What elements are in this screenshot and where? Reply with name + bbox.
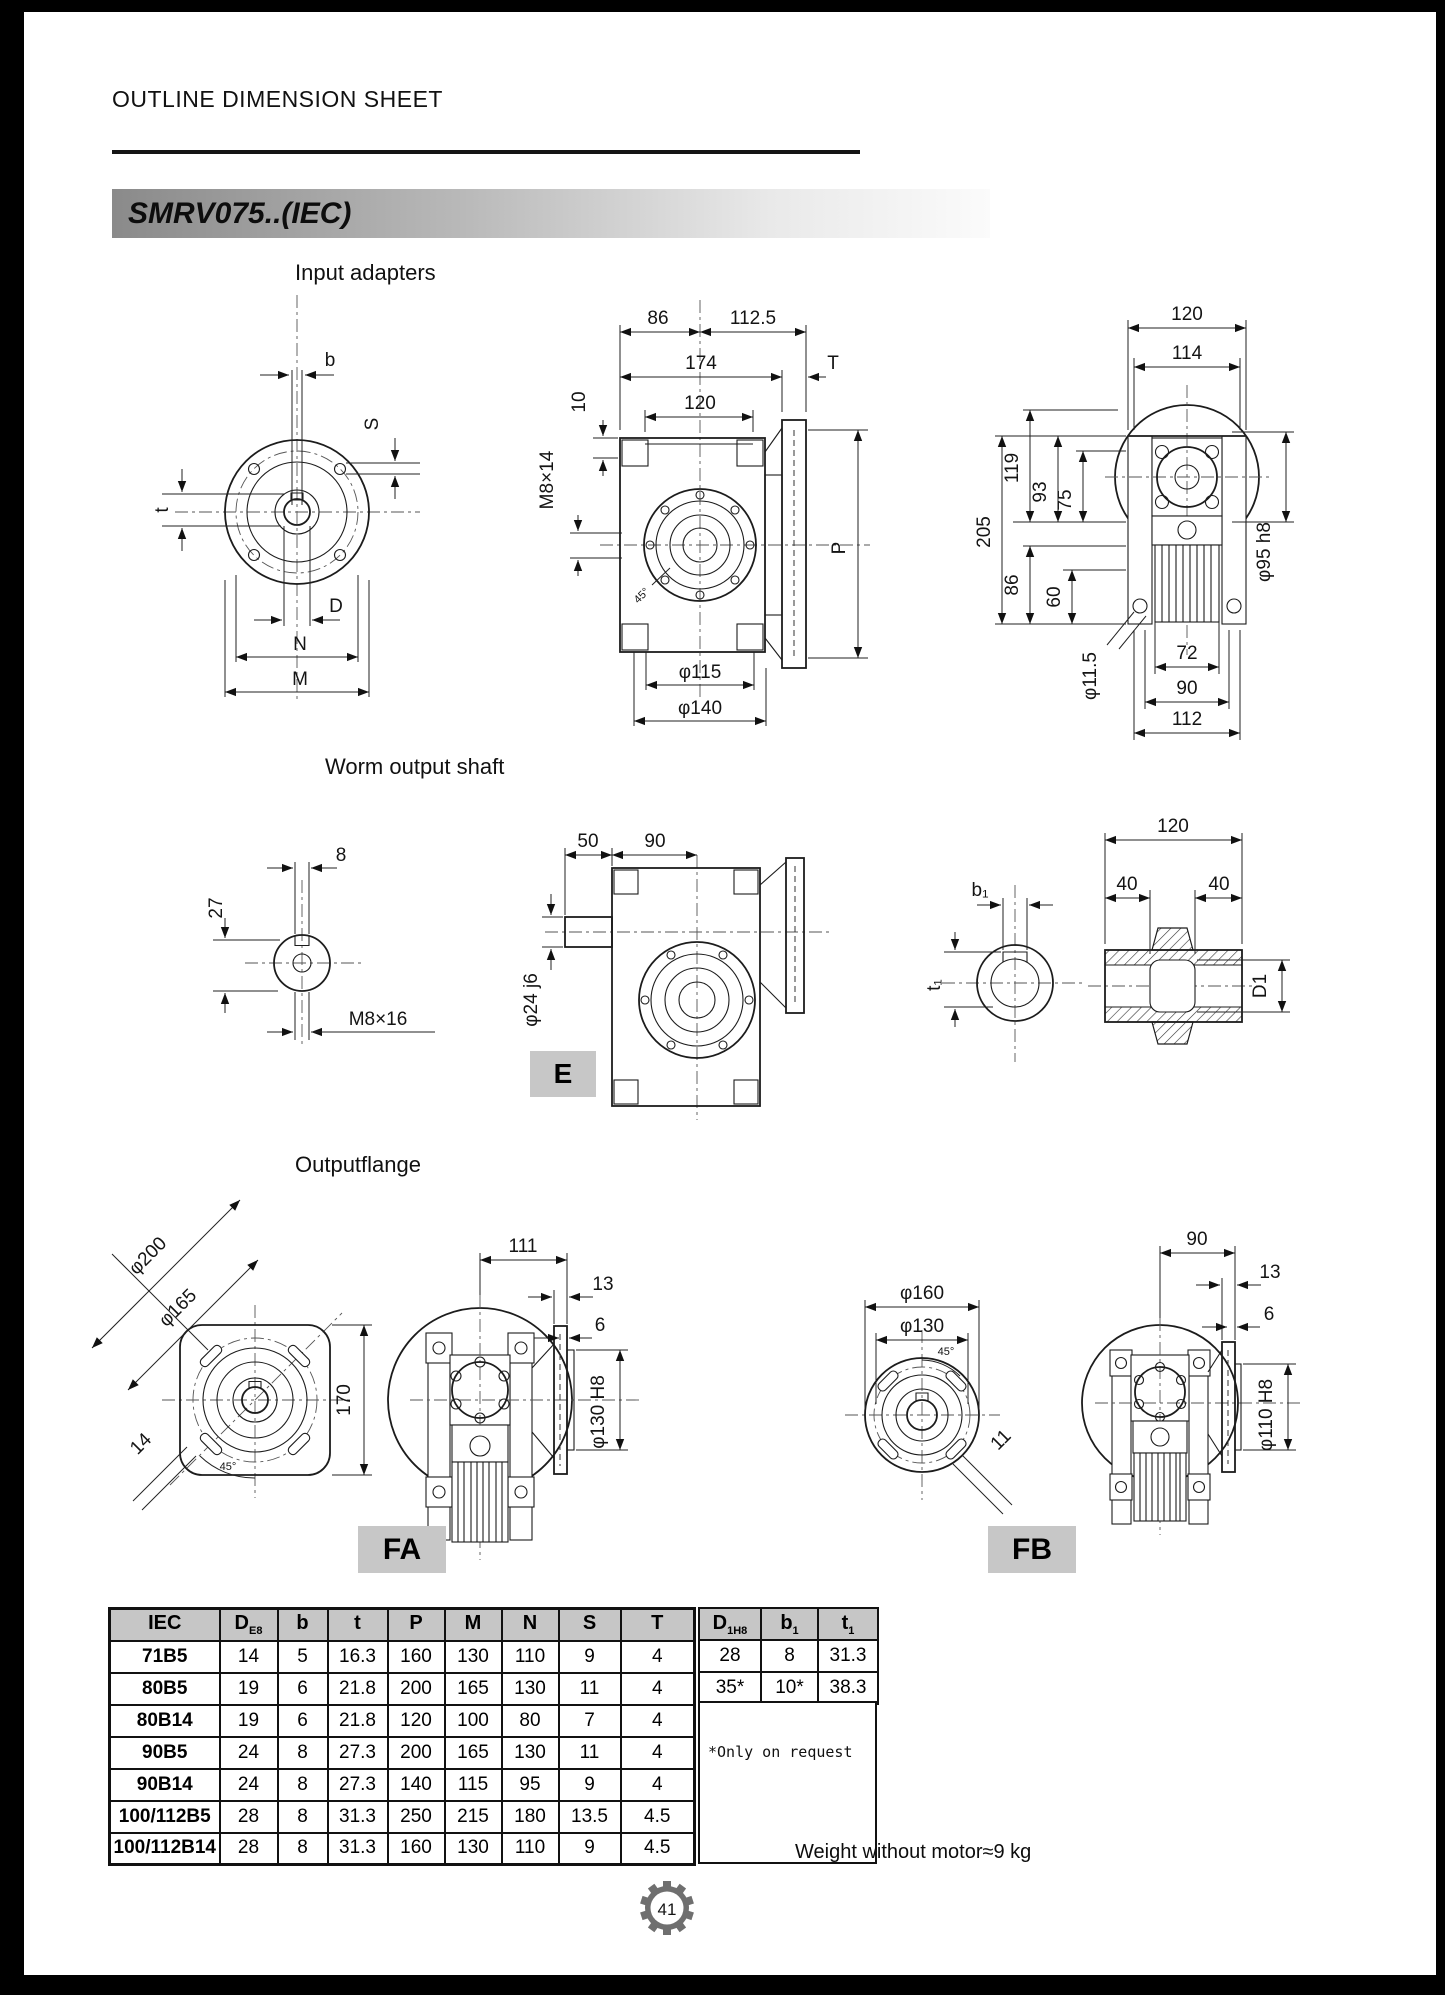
dim-label: 10 [569,391,590,413]
table-cell: 31.3 [328,1833,388,1865]
table-cell: 28 [220,1801,278,1833]
table-cell: 24 [220,1769,278,1801]
col-header-d: $D_{E8}$ [220,1609,278,1641]
dim-label: D1 [1250,973,1271,999]
table-cell: 10* [761,1672,818,1704]
table-row [110,1833,695,1865]
dim-label: 90 [1186,1229,1208,1250]
dim-label: 60 [1044,586,1065,608]
dim-label: 170 [334,1384,355,1416]
table-cell: 180 [502,1801,559,1833]
dim-label: 90 [1176,678,1198,699]
table-cell: 7 [559,1705,621,1737]
dim-label: 205 [974,516,995,548]
table-cell: 11 [559,1673,621,1705]
drawing-worm-shaft-end [206,845,435,1048]
dim-label: 119 [1002,452,1023,484]
table-cell: 215 [445,1801,502,1833]
angle-label: 45° [631,585,653,607]
table-cell: 31.3 [328,1801,388,1833]
dim-label: 120 [684,393,716,414]
angle-label: 45° [937,1346,955,1358]
drawing-fa-flange-front [92,1200,372,1510]
table-row [699,1640,878,1672]
table-cell: 27.3 [328,1769,388,1801]
dim-label: 40 [1116,874,1138,895]
table-cell: 9 [559,1833,621,1865]
table-note: *Only on request [708,1743,853,1761]
dim-label: 112 [1171,709,1203,730]
drawing-fb-side [1082,1229,1300,1535]
dim-label: T [827,353,839,374]
table-cell: 200 [388,1737,445,1769]
dim-label: D [329,596,343,617]
table-cell: 100 [445,1705,502,1737]
drawing-input-side-section [537,300,870,726]
table-cell: 115 [445,1769,502,1801]
col-header-t: t [328,1609,388,1641]
table-cell: 140 [388,1769,445,1801]
table-cell: 8 [278,1833,328,1865]
dim-label: P [829,541,850,555]
table-cell: 165 [445,1673,502,1705]
table-cell: 130 [445,1641,502,1673]
table-cell: 11 [559,1737,621,1769]
badge-fb: FB [988,1526,1076,1573]
table-cell: 24 [220,1737,278,1769]
col-header-t1: $t_1$ [818,1608,878,1640]
table-cell: 4 [621,1769,695,1801]
table-cell: 90B14 [110,1769,220,1801]
dim-label: φ95 h8 [1254,522,1275,582]
table-row [699,1672,878,1704]
dim-label: N [293,634,307,655]
dim-label: 72 [1176,643,1198,664]
dim-label: 75 [1055,489,1076,511]
dim-label: M8×14 [537,450,558,510]
table-cell: 19 [220,1673,278,1705]
dim-label: 93 [1030,481,1051,503]
table-cell: 4 [621,1705,695,1737]
table-cell: 100/112B14 [110,1833,220,1865]
table-cell: 6 [278,1705,328,1737]
dim-label: 13 [592,1274,614,1295]
dim-label: 90 [644,831,666,852]
table-cell: 9 [559,1641,621,1673]
table-cell: 16.3 [328,1641,388,1673]
dim-label: φ140 [677,698,723,719]
col-header-d1: $D_{1H8}$ [699,1608,761,1640]
drawing-input-rear-view [974,304,1294,740]
model-title: SMRV075..(IEC) [128,197,352,230]
table-cell: 100/112B5 [110,1801,220,1833]
drawing-fb-flange-front [845,1283,1016,1514]
dim-label: 120 [1171,304,1203,325]
dim-label: 8 [335,845,347,866]
table-cell: 200 [388,1673,445,1705]
table-cell: 90B5 [110,1737,220,1769]
table-cell: 4 [621,1673,695,1705]
dim-label: 112.5 [729,308,777,329]
col-header-iec: IEC [110,1609,220,1641]
dim-label: φ130 H8 [588,1375,609,1449]
table-cell: 14 [220,1641,278,1673]
table-body [110,1641,695,1865]
table-row [110,1641,695,1673]
dim-label: 13 [1259,1262,1281,1283]
dim-label: 6 [594,1315,606,1336]
table-cell: 160 [388,1833,445,1865]
table-row [110,1673,695,1705]
table-cell: 80B5 [110,1673,220,1705]
table-cell: 21.8 [328,1705,388,1737]
table-cell: 4 [621,1641,695,1673]
drawing-input-flange-front [152,295,420,700]
dim-label: 6 [1263,1304,1275,1325]
dim-label: 120 [1157,816,1189,837]
dim-label: 50 [577,831,599,852]
section-title-outputflange: Outputflange [295,1152,421,1177]
table-cell: 35* [699,1672,761,1704]
table-cell: 165 [445,1737,502,1769]
table-cell: 95 [502,1769,559,1801]
table-cell: 8 [278,1737,328,1769]
angle-label: 45° [219,1461,237,1473]
dim-label: 114 [1171,343,1203,364]
col-header-m: M [445,1609,502,1641]
dim-label: 86 [647,308,669,329]
table-cell: 71B5 [110,1641,220,1673]
section-title-worm-output-shaft: Worm output shaft [325,754,505,779]
weight-note: Weight without motor≈9 kg [795,1841,1032,1863]
page-number-gear [640,1881,694,1935]
badge-fa: FA [358,1526,446,1573]
table-cell: 130 [502,1737,559,1769]
dim-label: φ115 [678,662,722,683]
table-cell: 6 [278,1673,328,1705]
table-cell: 27.3 [328,1737,388,1769]
table-cell: 19 [220,1705,278,1737]
table-cell: 160 [388,1641,445,1673]
table-cell: 8 [761,1640,818,1672]
table-cell: 80B14 [110,1705,220,1737]
table-row [110,1705,695,1737]
dim-label: t₁ [924,979,945,991]
dim-label: 40 [1208,874,1230,895]
dim-label: 86 [1002,574,1023,596]
dim-label: φ200 [125,1233,172,1280]
dim-label: b [324,350,336,371]
dim-label: φ160 [899,1283,945,1304]
table-cell: 13.5 [559,1801,621,1833]
table-body [699,1640,878,1704]
dim-label: φ24 j6 [521,973,542,1027]
section-title-input-adapters: Input adapters [295,260,436,285]
drawing-output-key-section [924,880,1085,1062]
col-header-s: S [559,1609,621,1641]
table-row [110,1769,695,1801]
table-cell: 8 [278,1769,328,1801]
dim-label: 111 [508,1236,538,1257]
table-cell: 110 [502,1833,559,1865]
table-cell: 28 [699,1640,761,1672]
col-header-b: b [278,1609,328,1641]
table-cell: 130 [502,1673,559,1705]
table-note-box [698,1701,877,1864]
table-cell: 28 [220,1833,278,1865]
dim-label: t [152,507,173,513]
dim-label: 14 [126,1429,157,1460]
dim-label: 11 [986,1425,1016,1455]
dim-label: 27 [206,897,227,919]
dimension-table-main [108,1607,696,1866]
page-number: 41 [657,1900,677,1919]
dimension-table-right [698,1607,879,1705]
table-cell: 120 [388,1705,445,1737]
table-header-row [110,1609,695,1641]
drawing-hub-section [1088,816,1290,1044]
dim-label: φ130 [899,1316,945,1337]
dim-label: φ11.5 [1080,652,1101,700]
col-header-p: P [388,1609,445,1641]
table-cell: 4.5 [621,1833,695,1865]
table-cell: 8 [278,1801,328,1833]
table-row [110,1801,695,1833]
table-cell: 4 [621,1737,695,1769]
table-header-row [699,1608,878,1640]
dim-label: φ165 [155,1285,202,1332]
table-cell: 5 [278,1641,328,1673]
dim-label: S [362,417,383,431]
dim-label: φ110 H8 [1256,1378,1277,1452]
dim-label: b₁ [971,880,989,901]
table-cell: 31.3 [818,1640,878,1672]
page-title: OUTLINE DIMENSION SHEET [112,86,443,112]
table-cell: 80 [502,1705,559,1737]
table-cell: 110 [502,1641,559,1673]
dim-label: 174 [685,353,717,374]
table-cell: 9 [559,1769,621,1801]
table-cell: 130 [445,1833,502,1865]
col-header-tt: T [621,1609,695,1641]
col-header-n: N [502,1609,559,1641]
table-cell: 21.8 [328,1673,388,1705]
table-cell: 38.3 [818,1672,878,1704]
table-row [110,1737,695,1769]
dim-label: M8×16 [348,1009,408,1030]
col-header-b1: $b_1$ [761,1608,818,1640]
table-cell: 250 [388,1801,445,1833]
dim-label: M [292,669,308,690]
table-cell: 4.5 [621,1801,695,1833]
badge-e: E [530,1051,596,1097]
drawing-fa-side [388,1236,640,1560]
